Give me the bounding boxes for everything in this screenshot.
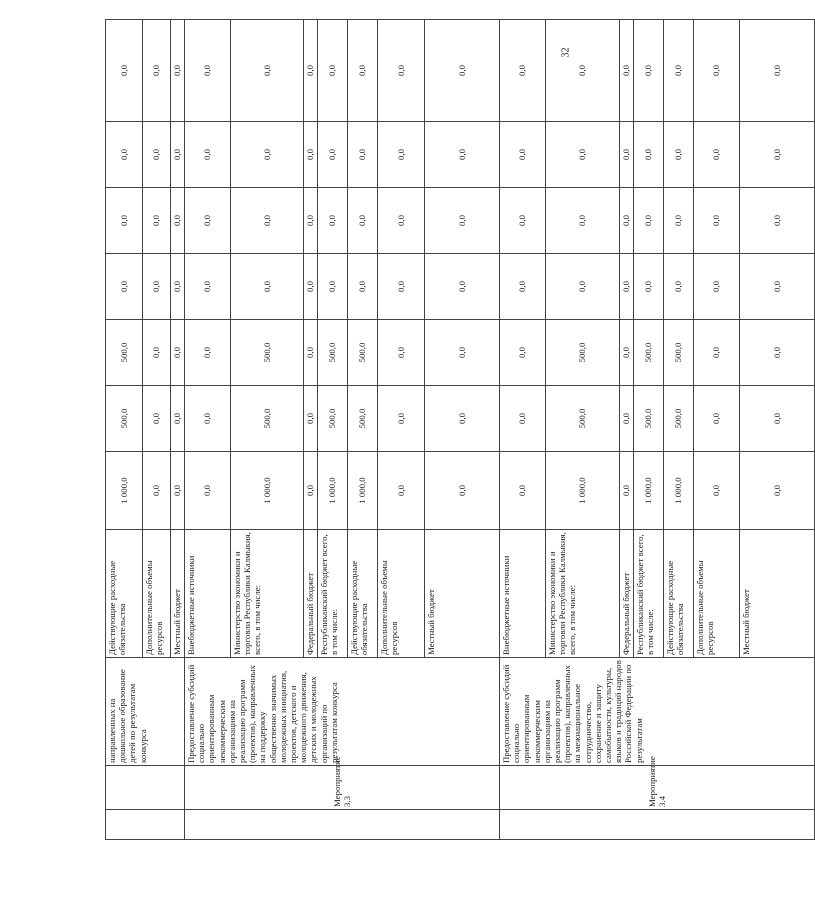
amount-cell: 0,0 bbox=[694, 122, 740, 188]
amount-cell: 0,0 bbox=[231, 122, 304, 188]
amount-cell: 0,0 bbox=[694, 254, 740, 320]
amount-cell: 0,0 bbox=[143, 386, 171, 452]
amount-cell: 0,0 bbox=[425, 320, 500, 386]
amount-cell: 0,0 bbox=[500, 452, 546, 530]
amount-cell: 0,0 bbox=[304, 122, 318, 188]
table-row bbox=[106, 20, 143, 840]
amount-cell: 0,0 bbox=[318, 188, 348, 254]
amount-cell: 0,0 bbox=[694, 20, 740, 122]
amount-cell: 0,0 bbox=[500, 320, 546, 386]
funding-source-cell: Местный бюджет bbox=[425, 530, 500, 658]
amount-cell: 500,0 bbox=[664, 386, 694, 452]
amount-cell: 0,0 bbox=[106, 188, 143, 254]
number-cell bbox=[185, 810, 500, 840]
amount-cell: 0,0 bbox=[143, 452, 171, 530]
amount-cell: 500,0 bbox=[318, 386, 348, 452]
amount-cell: 1 000,0 bbox=[106, 452, 143, 530]
budget-table bbox=[105, 19, 815, 840]
amount-cell: 0,0 bbox=[318, 20, 348, 122]
amount-cell: 0,0 bbox=[304, 320, 318, 386]
amount-cell: 0,0 bbox=[185, 452, 231, 530]
amount-cell: 0,0 bbox=[318, 254, 348, 320]
amount-cell: 0,0 bbox=[348, 188, 378, 254]
amount-cell: 0,0 bbox=[231, 254, 304, 320]
amount-cell: 0,0 bbox=[185, 386, 231, 452]
amount-cell: 0,0 bbox=[634, 122, 664, 188]
event-description-cell: направленных на дошкольное образование детей по результатам конкурса bbox=[106, 658, 185, 766]
amount-cell: 1 000,0 bbox=[348, 452, 378, 530]
funding-source-cell: Местный бюджет bbox=[171, 530, 185, 658]
amount-cell: 0,0 bbox=[620, 254, 634, 320]
amount-cell: 0,0 bbox=[143, 122, 171, 188]
event-cell: Мероприятие 3.4 bbox=[500, 766, 815, 810]
amount-cell: 0,0 bbox=[664, 188, 694, 254]
amount-cell: 0,0 bbox=[143, 188, 171, 254]
amount-cell: 0,0 bbox=[348, 254, 378, 320]
amount-cell: 0,0 bbox=[171, 122, 185, 188]
amount-cell: 500,0 bbox=[348, 320, 378, 386]
amount-cell: 0,0 bbox=[304, 452, 318, 530]
amount-cell: 0,0 bbox=[546, 254, 620, 320]
amount-cell: 0,0 bbox=[546, 122, 620, 188]
amount-cell: 0,0 bbox=[500, 254, 546, 320]
amount-cell: 0,0 bbox=[425, 122, 500, 188]
funding-source-cell: Министерство экономики и торговли Республики Калмыкия, всего, в том числе: bbox=[231, 530, 304, 658]
amount-cell: 0,0 bbox=[620, 386, 634, 452]
amount-cell: 0,0 bbox=[378, 386, 425, 452]
amount-cell: 500,0 bbox=[231, 320, 304, 386]
amount-cell: 0,0 bbox=[740, 452, 815, 530]
amount-cell: 0,0 bbox=[664, 20, 694, 122]
funding-source-cell: Внебюджетные источники bbox=[185, 530, 231, 658]
amount-cell: 0,0 bbox=[185, 122, 231, 188]
amount-cell: 500,0 bbox=[106, 386, 143, 452]
amount-cell: 0,0 bbox=[634, 254, 664, 320]
amount-cell: 0,0 bbox=[171, 320, 185, 386]
funding-source-cell: Дополнительные объемы ресурсов bbox=[694, 530, 740, 658]
funding-source-cell: Действующие расходные обязательства bbox=[348, 530, 378, 658]
amount-cell: 0,0 bbox=[318, 122, 348, 188]
amount-cell: 0,0 bbox=[740, 254, 815, 320]
amount-cell: 0,0 bbox=[378, 122, 425, 188]
amount-cell: 0,0 bbox=[378, 254, 425, 320]
amount-cell: 0,0 bbox=[304, 386, 318, 452]
amount-cell: 0,0 bbox=[634, 20, 664, 122]
amount-cell: 0,0 bbox=[634, 188, 664, 254]
funding-source-cell: Действующие расходные обязательства bbox=[664, 530, 694, 658]
amount-cell: 1 000,0 bbox=[634, 452, 664, 530]
amount-cell: 500,0 bbox=[348, 386, 378, 452]
amount-cell: 0,0 bbox=[425, 386, 500, 452]
amount-cell: 0,0 bbox=[171, 20, 185, 122]
amount-cell: 0,0 bbox=[740, 386, 815, 452]
amount-cell: 0,0 bbox=[378, 20, 425, 122]
amount-cell: 0,0 bbox=[425, 20, 500, 122]
amount-cell: 500,0 bbox=[664, 320, 694, 386]
number-cell bbox=[500, 810, 815, 840]
funding-source-cell: Федеральный бюджет bbox=[620, 530, 634, 658]
amount-cell: 0,0 bbox=[171, 254, 185, 320]
amount-cell: 0,0 bbox=[500, 188, 546, 254]
event-description-cell: Предоставление субсидий социально ориентированным некоммерческим организациям на реализацию программ (проектов), направленных на межнациональное сотрудничество, сохранение и защиту самобытности, культуры, языков и традиций народов Российской Федерации по результатам bbox=[500, 658, 815, 766]
amount-cell: 0,0 bbox=[500, 386, 546, 452]
amount-cell: 0,0 bbox=[425, 254, 500, 320]
funding-source-cell: Местный бюджет bbox=[740, 530, 815, 658]
amount-cell: 0,0 bbox=[143, 20, 171, 122]
amount-cell: 0,0 bbox=[171, 188, 185, 254]
amount-cell: 0,0 bbox=[694, 320, 740, 386]
amount-cell: 0,0 bbox=[348, 122, 378, 188]
funding-source-cell: Республиканский бюджет всего, в том числе: bbox=[634, 530, 664, 658]
amount-cell: 1 000,0 bbox=[231, 452, 304, 530]
amount-cell: 0,0 bbox=[171, 386, 185, 452]
amount-cell: 0,0 bbox=[185, 254, 231, 320]
funding-source-cell: Министерство экономики и торговли Республики Калмыкия, всего, в том числе: bbox=[546, 530, 620, 658]
funding-source-cell: Республиканский бюджет всего, в том числе: bbox=[318, 530, 348, 658]
rotated-table-container bbox=[105, 20, 782, 840]
amount-cell: 0,0 bbox=[620, 122, 634, 188]
amount-cell: 1 000,0 bbox=[546, 452, 620, 530]
amount-cell: 0,0 bbox=[740, 20, 815, 122]
amount-cell: 500,0 bbox=[634, 320, 664, 386]
amount-cell: 0,0 bbox=[185, 320, 231, 386]
page-number: 32 bbox=[560, 47, 572, 58]
amount-cell: 0,0 bbox=[740, 320, 815, 386]
amount-cell: 0,0 bbox=[664, 254, 694, 320]
amount-cell: 0,0 bbox=[348, 20, 378, 122]
amount-cell: 0,0 bbox=[378, 188, 425, 254]
amount-cell: 0,0 bbox=[546, 20, 620, 122]
amount-cell: 0,0 bbox=[500, 122, 546, 188]
amount-cell: 0,0 bbox=[620, 452, 634, 530]
amount-cell: 500,0 bbox=[106, 320, 143, 386]
event-cell bbox=[106, 766, 185, 810]
event-cell: Мероприятие 3.3 bbox=[185, 766, 500, 810]
amount-cell: 0,0 bbox=[740, 188, 815, 254]
funding-source-cell: Действующие расходные обязательства bbox=[106, 530, 143, 658]
amount-cell: 0,0 bbox=[694, 386, 740, 452]
amount-cell: 1 000,0 bbox=[318, 452, 348, 530]
amount-cell: 0,0 bbox=[143, 320, 171, 386]
amount-cell: 0,0 bbox=[106, 254, 143, 320]
amount-cell: 0,0 bbox=[664, 122, 694, 188]
amount-cell: 500,0 bbox=[231, 386, 304, 452]
amount-cell: 0,0 bbox=[694, 452, 740, 530]
amount-cell: 0,0 bbox=[378, 320, 425, 386]
table-row bbox=[185, 20, 231, 840]
amount-cell: 0,0 bbox=[694, 188, 740, 254]
amount-cell: 0,0 bbox=[304, 20, 318, 122]
amount-cell: 0,0 bbox=[304, 254, 318, 320]
number-cell bbox=[106, 810, 185, 840]
amount-cell: 0,0 bbox=[620, 20, 634, 122]
amount-cell: 0,0 bbox=[425, 188, 500, 254]
amount-cell: 500,0 bbox=[634, 386, 664, 452]
amount-cell: 0,0 bbox=[378, 452, 425, 530]
amount-cell: 0,0 bbox=[740, 122, 815, 188]
amount-cell: 0,0 bbox=[425, 452, 500, 530]
funding-source-cell: Внебюджетные источники bbox=[500, 530, 546, 658]
funding-source-cell: Дополнительные объемы ресурсов bbox=[143, 530, 171, 658]
amount-cell: 0,0 bbox=[500, 20, 546, 122]
amount-cell: 0,0 bbox=[304, 188, 318, 254]
amount-cell: 0,0 bbox=[185, 188, 231, 254]
amount-cell: 0,0 bbox=[546, 188, 620, 254]
amount-cell: 0,0 bbox=[143, 254, 171, 320]
amount-cell: 500,0 bbox=[546, 320, 620, 386]
table-row bbox=[500, 20, 546, 840]
amount-cell: 0,0 bbox=[231, 20, 304, 122]
amount-cell: 0,0 bbox=[620, 188, 634, 254]
amount-cell: 500,0 bbox=[546, 386, 620, 452]
amount-cell: 0,0 bbox=[185, 20, 231, 122]
amount-cell: 0,0 bbox=[620, 320, 634, 386]
amount-cell: 0,0 bbox=[106, 20, 143, 122]
amount-cell: 0,0 bbox=[171, 452, 185, 530]
amount-cell: 1 000,0 bbox=[664, 452, 694, 530]
event-description-cell: Предоставление субсидий социально ориентированным некоммерческим организациям на реализацию программ (проектов), направленных на поддержку общественно значимых молодежных инициатив, проектов, детского и молодежного движения, детских и молодежных организаций по результатам конкурса bbox=[185, 658, 500, 766]
funding-source-cell: Федеральный бюджет bbox=[304, 530, 318, 658]
amount-cell: 0,0 bbox=[106, 122, 143, 188]
funding-source-cell: Дополнительные объемы ресурсов bbox=[378, 530, 425, 658]
amount-cell: 0,0 bbox=[231, 188, 304, 254]
amount-cell: 500,0 bbox=[318, 320, 348, 386]
